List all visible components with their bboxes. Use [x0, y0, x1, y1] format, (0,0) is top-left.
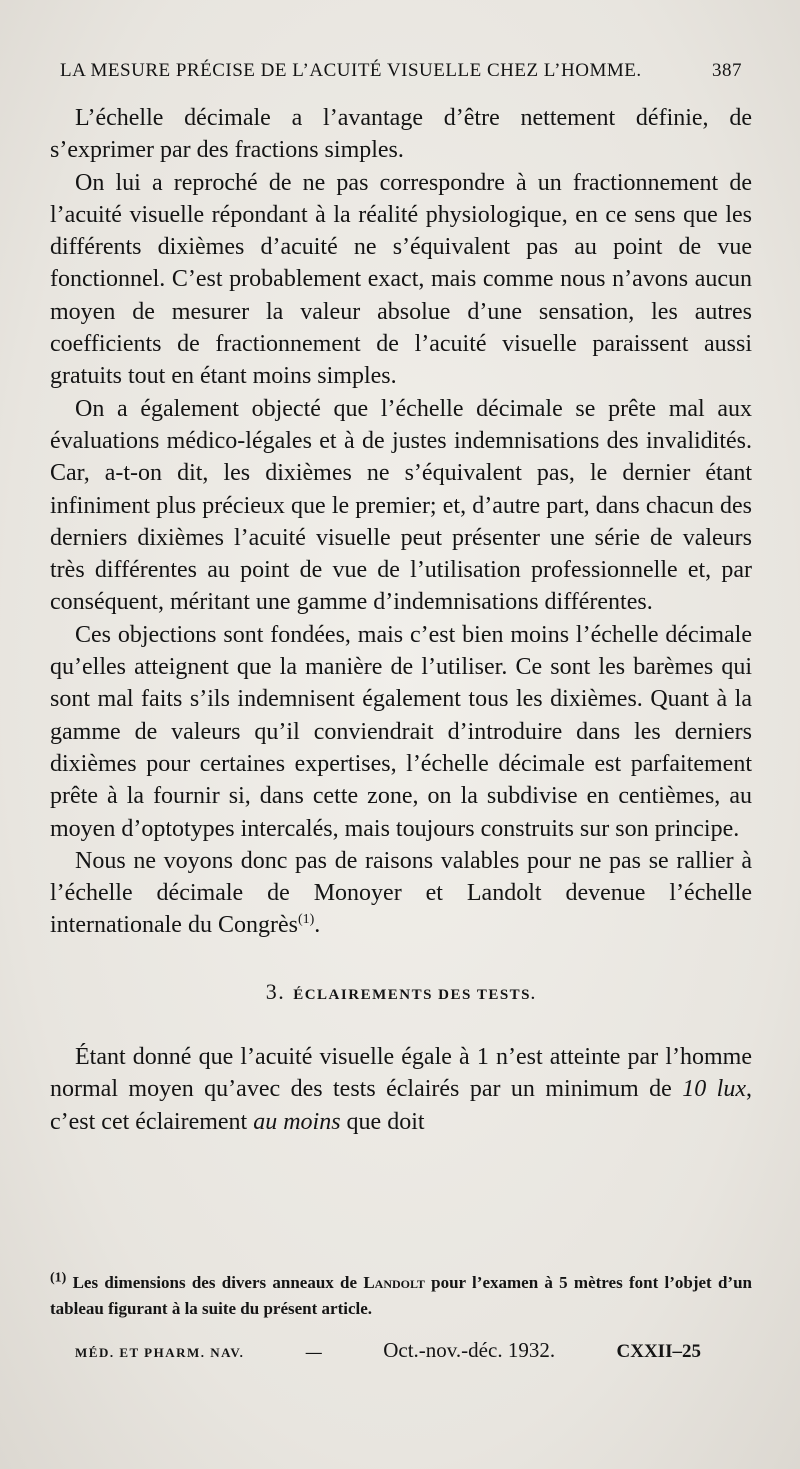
section-number: 3.	[265, 978, 286, 1004]
footnote-text: Les dimensions des divers anneaux de	[66, 1273, 364, 1292]
paragraph: On a également objecté que l’échelle décimale se prête mal aux évaluations médico-légales et à de justes indemnisations des invalidités. Car, a-t-on dit, les dixièmes ne s’équivalent pas, le dernier étant infiniment plus précieux que le premier; et, d’autre part, dans chacun des derniers dixièmes l’acuité visuelle peut présenter une série de valeurs très différentes au point de vue de l’utilisation professionnelle et, par conséquent, méritant une gamme d’indemnisations différentes.	[50, 395, 752, 616]
italic-phrase: au moins	[253, 1108, 341, 1135]
running-title: LA MESURE PRÉCISE DE L’ACUITÉ VISUELLE CHEZ L’HOMME.	[60, 60, 642, 81]
issue-date: Oct.-nov.-déc. 1932.	[383, 1338, 556, 1362]
paragraph: On lui a reproché de ne pas correspondre à un fractionnement de l’acuité visuelle répondant à la réalité physiologique, en ce sens que les différents dixièmes d’acuité ne s’équivalent pas au point de vue fonctionnel. C’est probablement exact, mais comme nous n’avons aucun moyen de mesurer la valeur absolue d’une sensation, les autres coefficients de fractionnement de l’acuité visuelle paraissent aussi gratuits tout en étant moins simples.	[50, 169, 752, 390]
journal-abbrev: MÉD. ET PHARM. NAV.	[75, 1345, 245, 1360]
italic-value: 10 lux	[682, 1076, 746, 1103]
page-number: 387	[712, 60, 742, 81]
signature-mark: CXXII–25	[616, 1341, 701, 1362]
paragraph-text: Nous ne voyons donc pas de raisons valables pour ne pas se rallier à l’échelle décimale de Monoyer et Landolt devenue l’échelle internationale du Congrès	[50, 847, 752, 939]
footnote	[50, 1270, 752, 1322]
section-heading	[50, 976, 752, 1011]
footnote-reference: (1)	[297, 912, 315, 928]
paragraph: Ces objections sont fondées, mais c’est bien moins l’échelle décimale qu’elles atteignent que la manière de l’utiliser. Ce sont les barèmes qui sont mal faits s’ils indemnisent également tous les dixièmes. Quant à la gamme de valeurs qu’il conviendrait d’introduire dans les derniers dixièmes pour certaines expertises, l’échelle décimale est parfaitement prête à la fournir si, dans cette zone, on la subdivise en centièmes, au moyen d’optotypes intercalés, mais toujours construits sur son principe.	[50, 621, 752, 842]
paragraph: L’échelle décimale a l’avantage d’être nettement définie, de s’exprimer par des fractions simples.	[50, 105, 752, 164]
text-run: que doit	[340, 1108, 425, 1135]
body-text	[50, 102, 752, 1138]
paragraph-with-footnote	[50, 845, 752, 942]
paragraph-end: .	[314, 912, 321, 939]
text-run: Étant donné que l’acuité visuelle égale à 1 n’est atteinte par l’homme normal moyen qu’avec des tests éclairés par un minimum de	[50, 1044, 752, 1103]
footnote-text: pour l’examen à 5 mètres font l’objet d’un tableau figurant à la suite du présent article.	[50, 1273, 752, 1318]
footer-dash: —	[305, 1344, 322, 1361]
footnote-marker: (1)	[50, 1270, 67, 1286]
section-title: ÉCLAIREMENTS DES TESTS.	[293, 986, 537, 1003]
text-run: , c’est cet éclairement	[50, 1076, 752, 1135]
running-header	[60, 60, 742, 82]
section-paragraph	[50, 1041, 752, 1138]
page-footer	[75, 1338, 701, 1363]
footnote-name: Landolt	[363, 1273, 425, 1292]
